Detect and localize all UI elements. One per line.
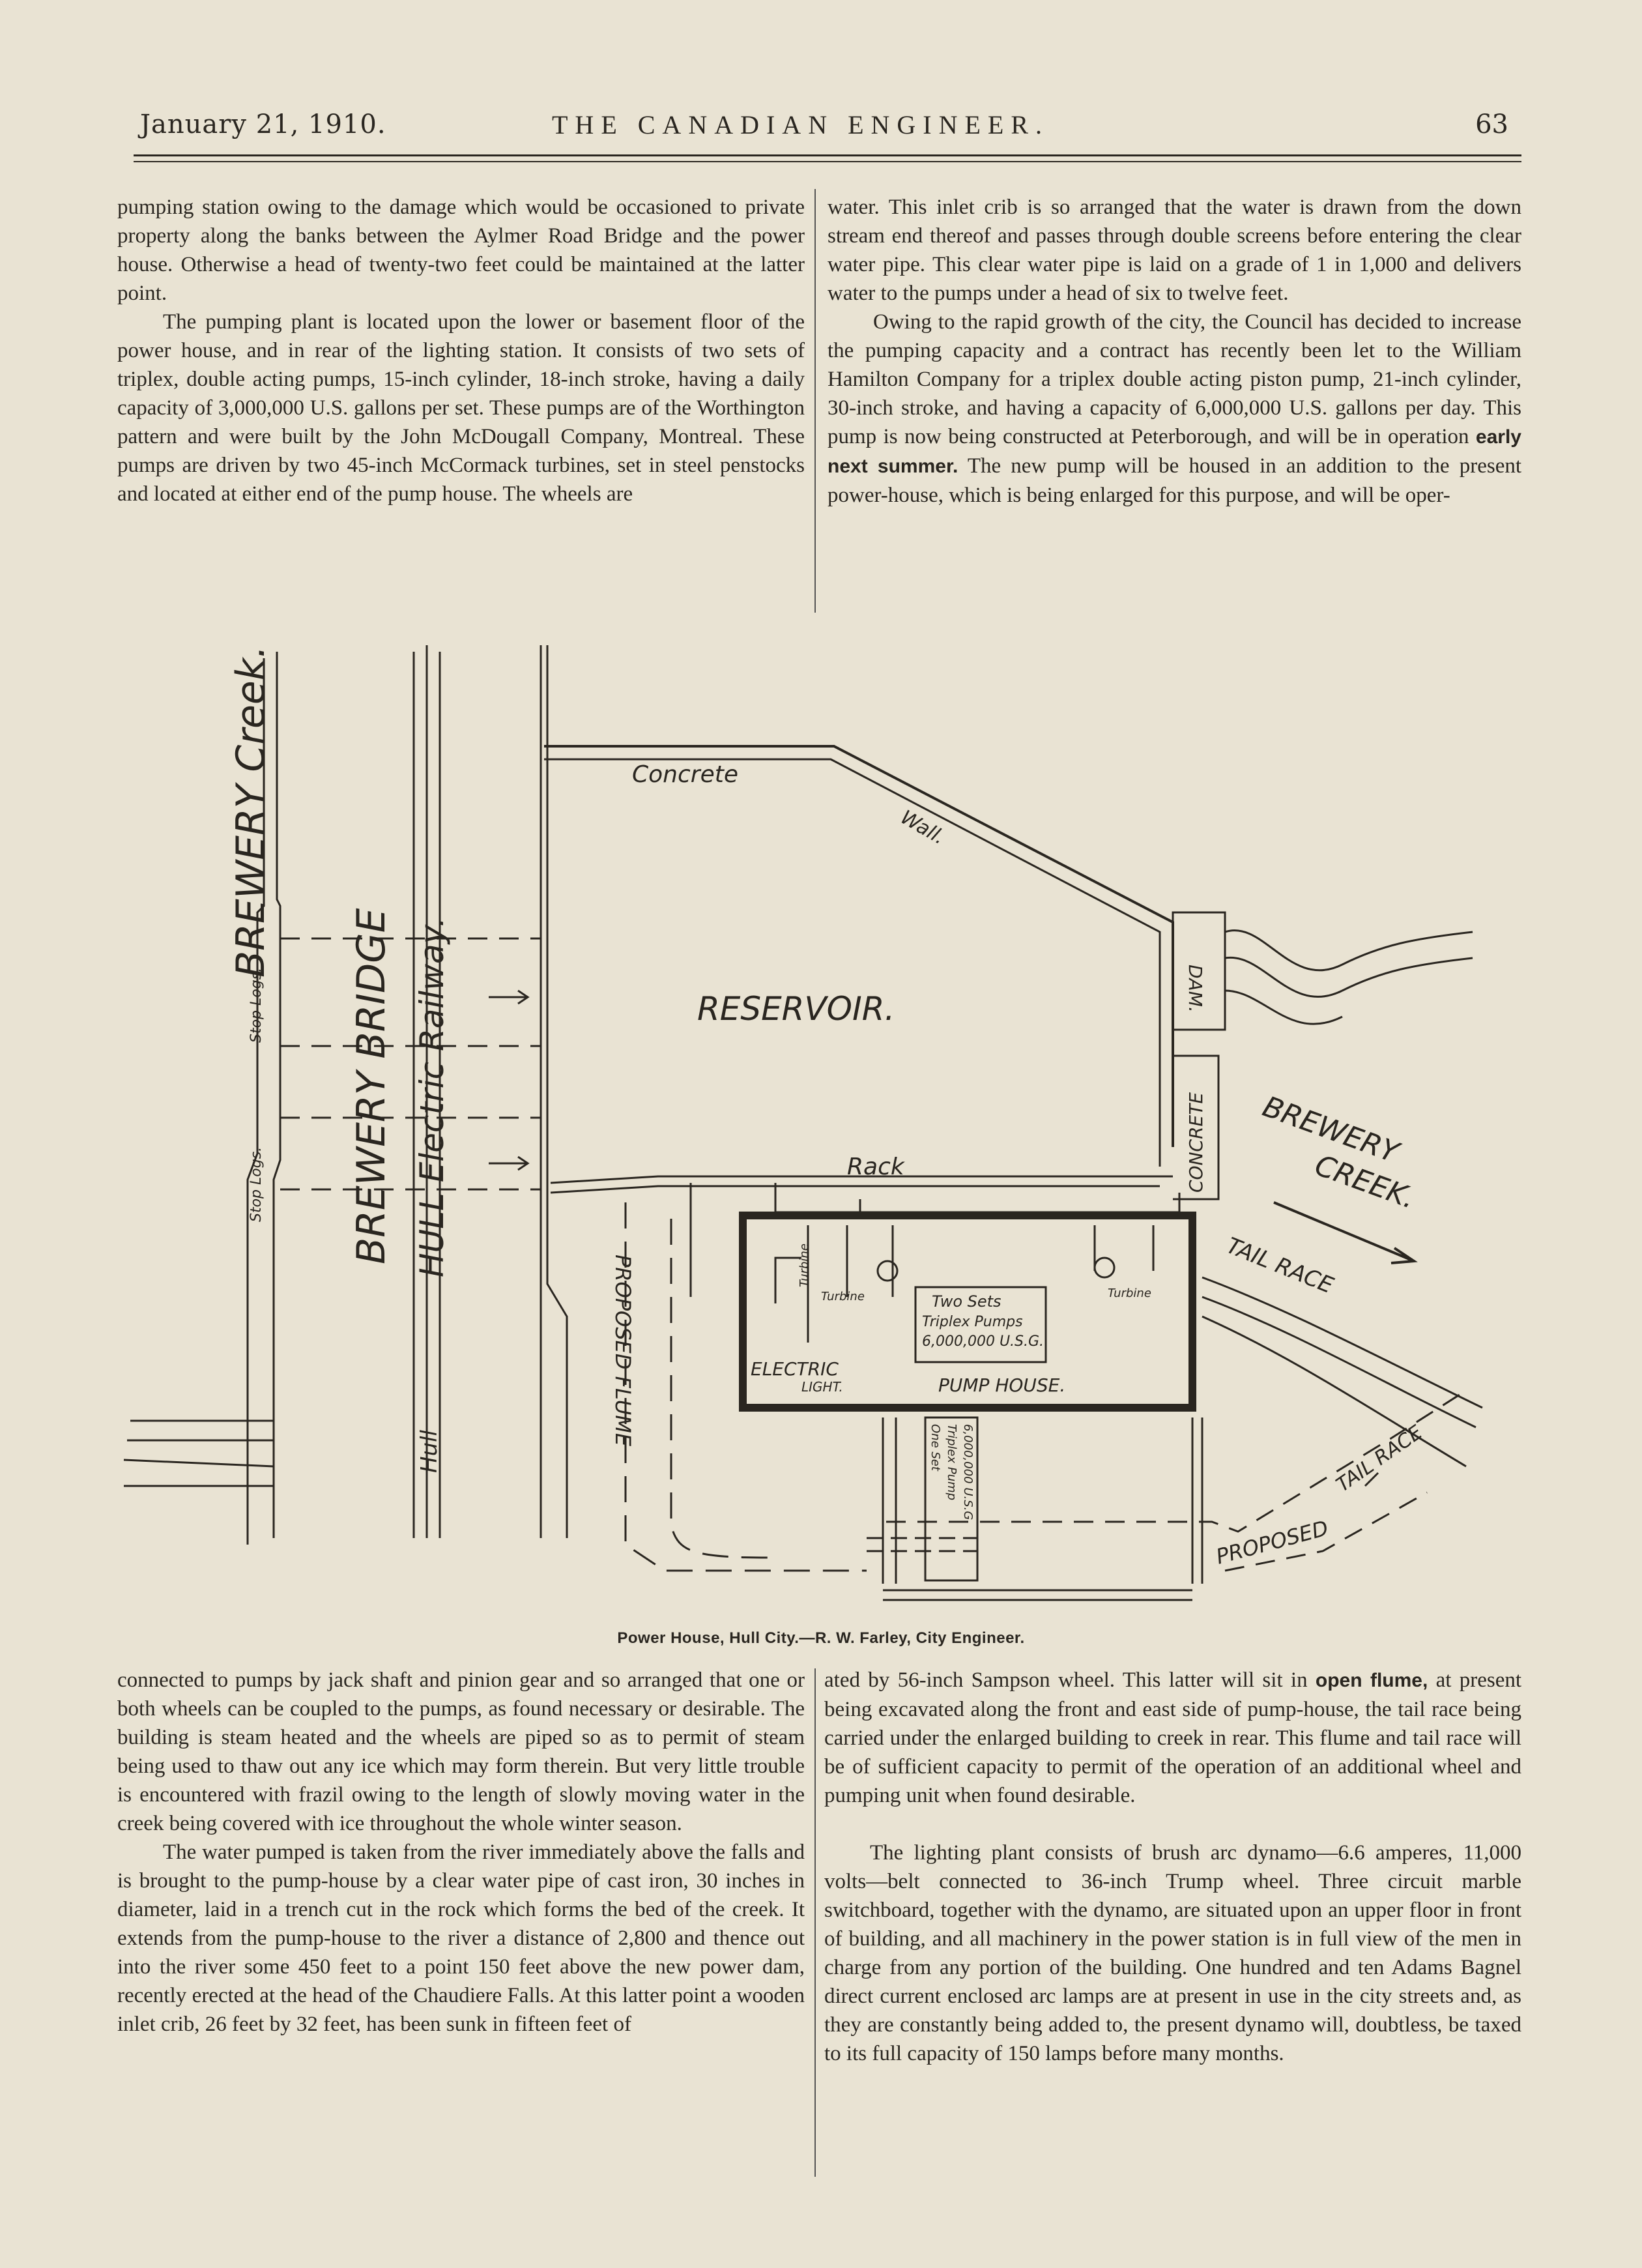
turbine-lines [1095,1225,1153,1271]
paragraph [824,1666,1521,1810]
flow-arrow [489,991,528,1004]
label-brewery-bridge: BREWERY BRIDGE [349,908,394,1264]
label-brewery-creek-right: BREWERY [1258,1090,1403,1170]
label-one-set: One Set [929,1424,942,1471]
creek-line [1225,931,1473,970]
addition-wall [883,1590,1192,1600]
label-hull: Hull [416,1429,442,1473]
dashed-cross-lines [280,938,541,1189]
paragraph [828,308,1521,510]
text-run: Owing to the rapid growth of the city, the Council has decided to increase the pumping capacity and a contract has recently been let to the William Hamilton Company for a triplex double acting piston pump, 21-inch cylinder, 30-inch stroke, and having a capacity of 6,000,000 U.S. gallons per day. This pump is now being constructed at Peterborough, and will be in operation [828,310,1521,448]
tail-race-line [1202,1316,1466,1466]
concrete-wall [544,746,1173,1147]
label-one-set: Triplex Pump [945,1424,958,1501]
proposed-flume-line [671,1219,769,1558]
tail-race-line [1202,1297,1476,1427]
turbine-lines [808,1225,893,1343]
label-brewery-creek-left: BREWERY Creek. [228,645,274,978]
paragraph: pumping station owing to the damage which would be occasioned to private property along the banks between the Aylmer Road Bridge and the power house. Otherwise a head of twenty-two feet could be maintained at the latter point. [117,196,805,305]
label-pump-sets: Triplex Pumps [922,1314,1023,1330]
label-turbine: Turbine [798,1243,811,1287]
header-rule-thin [134,161,1521,162]
label-reservoir: RESERVOIR. [697,990,895,1028]
label-tail-race: TAIL RACE [1222,1232,1337,1300]
creek-line [1225,957,1473,996]
creek-bank-line [274,652,280,1538]
label-pump-sets: 6,000,000 U.S.G. [922,1333,1044,1350]
text-run: at present being excavated along the front and east side of pump-house, the tail race being carried under the enlarged building to creek in rear. This flume and tail race will be of sufficient capacity to permit of the operation of an additional wheel and pumping unit when found desirable. [824,1668,1522,1807]
paragraph: The lighting plant consists of brush arc dynamo—6.6 amperes, 11,000 volts—belt connected to 36-inch Trump wheel. Three circuit marble switchboard, together with the dynamo, are situated upon an upper floor in front of building, and all machinery in the power station is in full view of the men in charge from any portion of the building. One hundred and ten Adams Bagnel direct current enclosed arc lamps are at present in use in the city streets and, as they are constantly being added to, the present dynamo will, doubtless, be taxed to its full capacity of 150 lamps before many months. [824,1841,1521,2065]
text-run: ated by 56-inch Sampson wheel. This latter will sit in [824,1668,1308,1692]
label-proposed-tail-race: TAIL RACE [1332,1421,1427,1497]
power-house-plan-drawing [117,626,1518,1616]
turbine-wheel [1095,1258,1114,1277]
column-top-right [828,193,1521,610]
label-concrete-wall: Concrete [632,761,738,788]
label-electric-light: LIGHT. [801,1379,843,1395]
label-wall: Wall. [897,806,949,850]
rack-line [775,1183,1179,1212]
railway-line [547,645,567,1538]
tail-race-line [1202,1277,1482,1408]
label-stop-logs: Stop Logs. [248,1146,265,1222]
label-proposed-tail-race: PROPOSED [1213,1515,1331,1569]
label-pump-sets: Two Sets [932,1292,1001,1311]
paragraph: connected to pumps by jack shaft and pinion gear and so arranged that one or both wheels can be coupled to the pumps, as found necessary or desirable. The building is steam heated and the wheels are piped so as to permit of steam being used to thaw out any ice which may form therein. But very little trouble is encountered with frazil owing to the length of slowly moving water in the creek being covered with ice throughout the whole winter season. [117,1668,805,1835]
page-number: 63 [1475,109,1508,139]
figure-caption: Power House, Hull City.—R. W. Farley, City Engineer. [617,1629,1025,1647]
creek-flow-lines [124,1421,274,1486]
label-brewery-creek-right: CREEK. [1310,1148,1420,1215]
flow-arrow [489,1157,528,1170]
label-electric-light: ELECTRIC [751,1358,839,1380]
bold-text: early next summer. [828,426,1521,477]
issue-date: January 21, 1910. [140,109,386,139]
label-stop-logs: Stop Logs. [248,967,265,1043]
label-turbine: Turbine [1108,1287,1151,1300]
column-divider [814,189,816,613]
turbine-wheel [878,1261,897,1281]
text-run: The new pump will be housed in an addition to the present power-house, which is being enlarged for this purpose, and will be oper- [828,454,1522,507]
paragraph: The water pumped is taken from the river immediately above the falls and is brought to the pump-house by a clear water pipe of cast iron, 30 inches in diameter, laid in a trench cut in the rock which forms the bed of the creek. It extends from the pump-house to the river a distance of 2,800 and thence out into the river some 450 feet to a point 150 feet above the new power dam, recently erected at the head of the Chaudiere Falls. At this latter point a wooden inlet crib, 26 feet by 32 feet, has been sunk in fifteen feet of [117,1840,805,2036]
paragraph: The pumping plant is located upon the lower or basement floor of the power house, and in rear of the lighting station. It consists of two sets of triplex, double acting pumps, 15-inch cylinder, 18-inch stroke, having a daily capacity of 3,000,000 U.S. gallons per set. These pumps are of the Worthington pattern and were built by the John McDougall Company, Montreal. These pumps are driven by two 45-inch McCormack turbines, set in steel penstocks and located at either end of the pump house. The wheels are [117,310,805,506]
paragraph-gap [824,1810,1521,1839]
label-dam: DAM. [1185,965,1206,1013]
label-pump-house: PUMP HOUSE. [938,1374,1066,1396]
label-turbine: Turbine [821,1290,865,1303]
label-rack: Rack [847,1154,904,1180]
column-top-left [117,193,805,610]
paragraph: water. This inlet crib is so arranged that the water is drawn from the down stream end thereof and passes through double screens before entering the clear water pipe. This clear water pipe is laid on a grade of 1 in 1,000 and delivers water to the pumps under a head of six to twelve feet. [828,196,1521,305]
page-header [140,109,1508,149]
label-railway: HULL Electric Railway. [413,916,451,1277]
label-concrete: CONCRETE [1185,1092,1207,1193]
journal-title: THE CANADIAN ENGINEER. [552,110,1050,139]
label-proposed-flume: PROPOSED FLUME [611,1255,635,1447]
concrete-wall-inner [544,759,1160,1167]
column-bottom-left [117,1666,805,2181]
flow-arrow [1274,1202,1414,1263]
column-bottom-right [824,1666,1521,2174]
column-divider [814,1668,816,2177]
header-rule-thick [134,154,1521,156]
bold-text: open flume, [1315,1670,1428,1691]
label-one-set: 6,000,000 U.S.G. [961,1424,975,1524]
